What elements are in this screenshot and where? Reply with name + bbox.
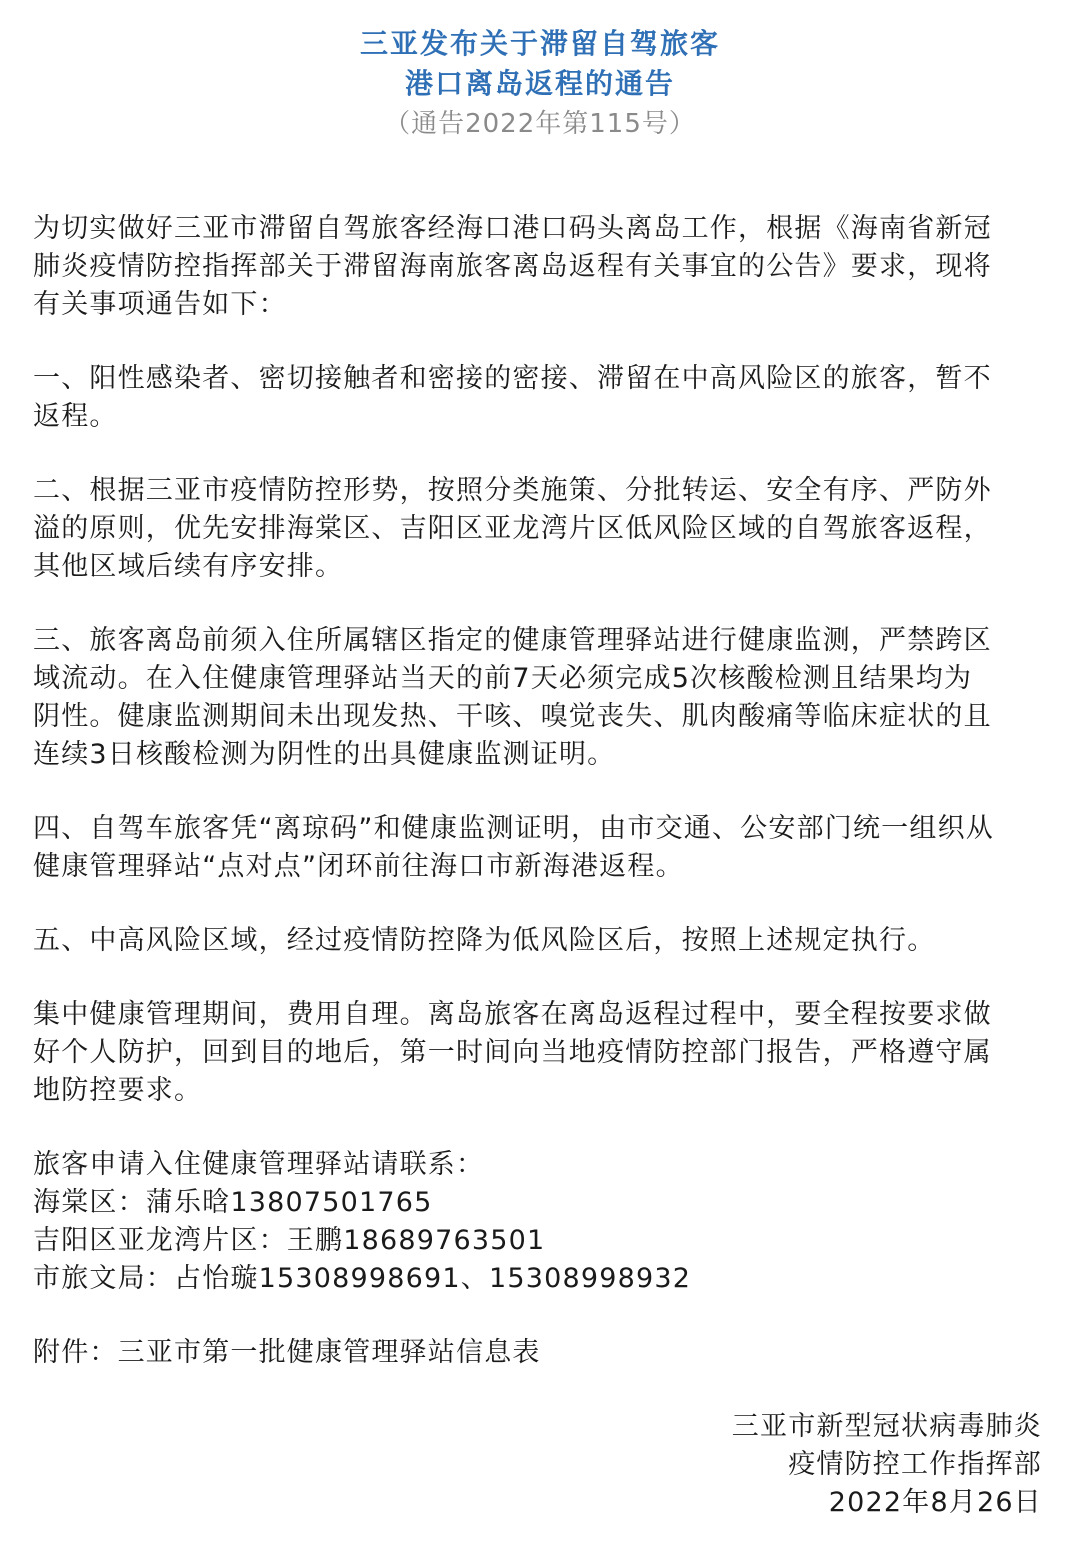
intro-line: 有关事项通告如下： (33, 289, 287, 320)
signature-date: 2022年8月26日 (828, 1487, 1042, 1518)
item-line: 返程。 (33, 401, 118, 432)
item-1-paragraph (33, 360, 1043, 436)
item-line: 其他区域后续有序安排。 (33, 551, 344, 582)
contact-entry: 海棠区：蒲乐晗13807501765 (33, 1187, 433, 1218)
item-4-paragraph (33, 810, 1043, 886)
item-line: 连续3日核酸检测为阴性的出具健康监测证明。 (33, 739, 616, 770)
item-5-paragraph (33, 922, 1043, 960)
item-line: 四、自驾车旅客凭“离琼码”和健康监测证明，由市交通、公安部门统一组织从 (33, 813, 994, 844)
closing-line: 集中健康管理期间，费用自理。离岛旅客在离岛返程过程中，要全程按要求做 (33, 999, 992, 1030)
closing-line: 好个人防护，回到目的地后，第一时间向当地疫情防控部门报告，严格遵守属 (33, 1037, 992, 1068)
item-line: 三、旅客离岛前须入住所属辖区指定的健康管理驿站进行健康监测，严禁跨区 (33, 625, 992, 656)
item-line: 二、根据三亚市疫情防控形势，按照分类施策、分批转运、安全有序、严防外 (33, 475, 992, 506)
signature-block (732, 1408, 1042, 1522)
signature-org-line-1: 三亚市新型冠状病毒肺炎 (731, 1411, 1042, 1442)
signature-org-line-2: 疫情防控工作指挥部 (788, 1449, 1042, 1480)
attachment-note (33, 1334, 1043, 1372)
item-line: 阴性。健康监测期间未出现发热、干咳、嗅觉丧失、肌肉酸痛等临床症状的且 (33, 701, 992, 732)
item-2-paragraph (33, 472, 1043, 586)
title-line-2: 港口离岛返程的通告 (404, 67, 675, 100)
intro-paragraph (33, 210, 1043, 324)
item-line: 域流动。在入住健康管理驿站当天的前7天必须完成5次核酸检测且结果均为 (33, 663, 973, 694)
contact-entry: 吉阳区亚龙湾片区：王鹏18689763501 (33, 1225, 546, 1256)
item-3-paragraph (33, 622, 1043, 774)
attachment-line: 附件：三亚市第一批健康管理驿站信息表 (33, 1337, 541, 1368)
item-line: 健康管理驿站“点对点”闭环前往海口市新海港返程。 (33, 851, 684, 882)
item-line: 一、阳性感染者、密切接触者和密接的密接、滞留在中高风险区的旅客，暂不 (33, 363, 992, 394)
item-line: 溢的原则，优先安排海棠区、吉阳区亚龙湾片区低风险区域的自驾旅客返程， (33, 513, 992, 544)
title-line-1: 三亚发布关于滞留自驾旅客 (359, 27, 720, 60)
item-line: 五、中高风险区域，经过疫情防控降为低风险区后，按照上述规定执行。 (33, 925, 936, 956)
closing-line: 地防控要求。 (33, 1075, 203, 1106)
notice-number: （通告2022年第115号） (384, 109, 696, 139)
closing-paragraph (33, 996, 1043, 1110)
contact-entry: 市旅文局：占怡璇15308998691、15308998932 (33, 1263, 692, 1294)
intro-line: 为切实做好三亚市滞留自驾旅客经海口港口码头离岛工作，根据《海南省新冠 (33, 213, 992, 244)
contacts-section (33, 1146, 1043, 1298)
contacts-heading: 旅客申请入住健康管理驿站请联系： (33, 1149, 485, 1180)
notice-header (0, 24, 1080, 144)
intro-line: 肺炎疫情防控指挥部关于滞留海南旅客离岛返程有关事宜的公告》要求，现将 (33, 251, 992, 282)
